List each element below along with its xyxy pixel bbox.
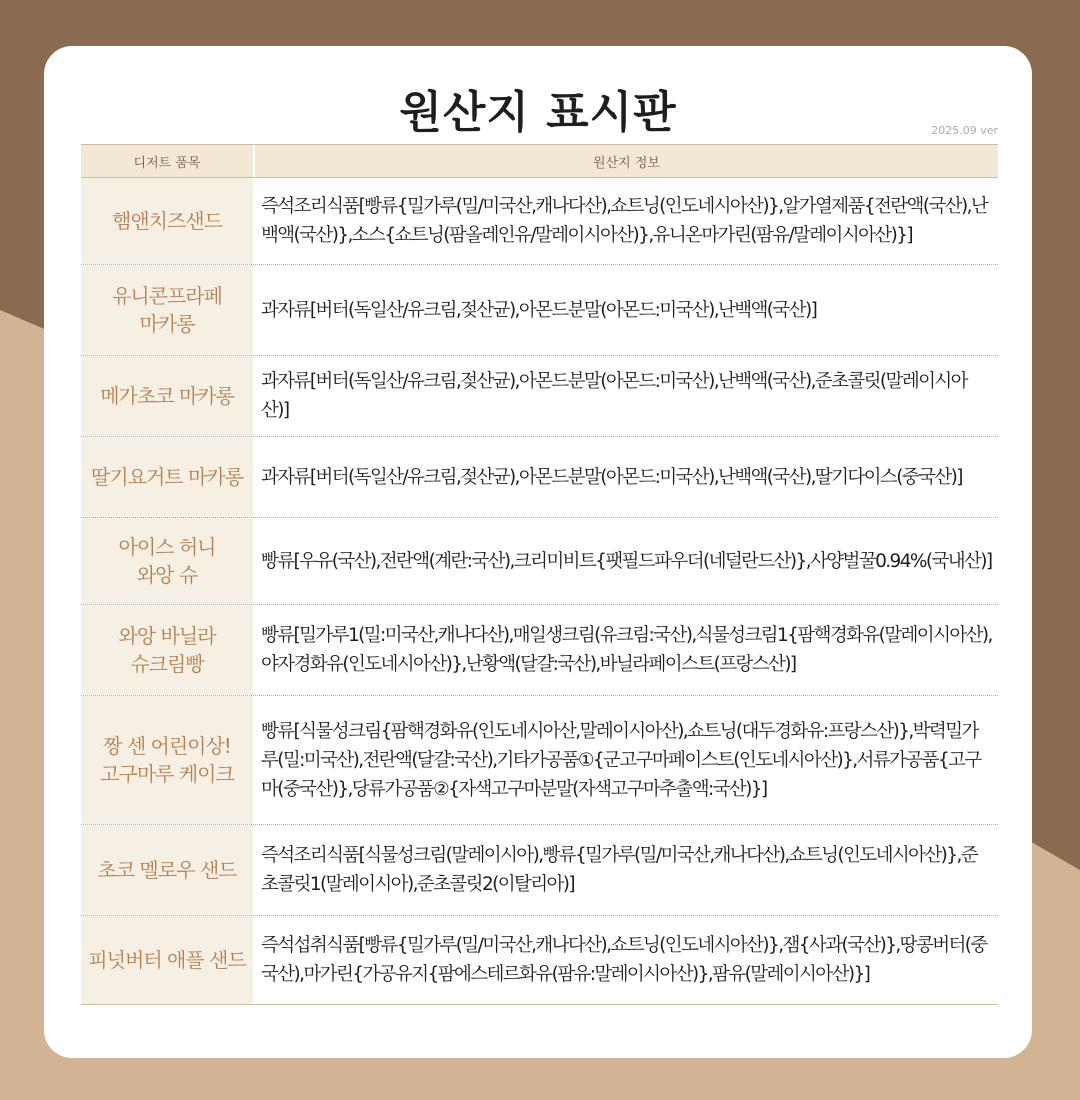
origin-info: 즉석조리식품[빵류{밀가루(밀/미국산,캐나다산),쇼트닝(인도네시아산)},알가열제품{전란액(국산),난백액(국산)},소스{쇼트닝(팜올레인유/말레이시아산)},유니온마가린(팜유/말레이시아산)}] [261, 196, 988, 246]
origin-info: 빵류[밀가루1(밀:미국산,캐나다산),매일생크림(유크림:국산),식물성크림1{팜핵경화유(말레이시아산),야자경화유(인도네시아산)},난황액(달걀:국산),바닐라페이스트(프랑스산)] [261, 625, 992, 675]
table-row [81, 265, 998, 356]
dessert-item-name: 메가초코 마카롱 [81, 356, 253, 436]
table-row [81, 437, 998, 518]
dessert-item-name: 와앙 바닐라 슈크림빵 [81, 605, 253, 695]
origin-info: 즉석조리식품[식물성크림(말레이시아),빵류{밀가루(밀/미국산,캐나다산),쇼트닝(인도네시아산)},준초콜릿1(말레이시아),준초콜릿2(이탈리아)] [261, 845, 977, 895]
origin-info: 과자류[버터(독일산/유크림,젖산균),아몬드분말(아몬드:미국산),난백액(국산)] [261, 299, 817, 321]
dessert-item-name: 피넛버터 애플 샌드 [81, 916, 253, 1004]
table-row [81, 916, 998, 1005]
origin-board-card [44, 46, 1032, 1058]
dessert-item-name: 햄앤치즈샌드 [81, 178, 253, 264]
origin-table [81, 144, 998, 1005]
origin-info: 즉석섭취식품[빵류{밀가루(밀/미국산,캐나다산),쇼트닝(인도네시아산)},잼{사과(국산)},땅콩버터(중국산),마가린{가공유지{팜에스테르화유(팜유:말레이시아산)},팜유(말레이시아산)}] [261, 935, 987, 985]
dessert-item-name: 유니콘프라페 마카롱 [81, 265, 253, 355]
table-row [81, 518, 998, 605]
origin-info: 빵류[우유(국산),전란액(계란:국산),크리미비트{팻필드파우더(네덜란드산)},사양벌꿀0.94%(국내산)] [261, 550, 992, 572]
origin-info: 과자류[버터(독일산/유크림,젖산균),아몬드분말(아몬드:미국산),난백액(국산),준초콜릿(말레이시아산)] [261, 371, 967, 421]
table-row [81, 178, 998, 265]
table-row [81, 356, 998, 437]
table-row [81, 605, 998, 696]
version-label: 2025.09 ver [931, 124, 998, 137]
origin-info: 빵류[식물성크림{팜핵경화유(인도네시아산,말레이시아산),쇼트닝(대두경화유:프랑스산)},박력밀가루(밀:미국산),전란액(달걀:국산),기타가공품①{군고구마페이스트(인도네시아산)},서류가공품{고구마(중국산)},당류가공품②{자색고구마분말(자색고구마추출액:국산)}] [261, 720, 981, 800]
table-header [81, 144, 998, 178]
page-title: 원산지 표시판 [399, 87, 677, 138]
dessert-item-name: 짱 센 어린이상! 고구마루 케이크 [81, 696, 253, 824]
dessert-item-name: 아이스 허니 와앙 슈 [81, 518, 253, 604]
column-header-origin-info: 원산지 정보 [255, 145, 998, 177]
table-row [81, 825, 998, 916]
origin-info: 과자류[버터(독일산/유크림,젖산균),아몬드분말(아몬드:미국산),난백액(국산),딸기다이스(중국산)] [261, 466, 962, 488]
dessert-item-name: 딸기요거트 마카롱 [81, 437, 253, 517]
column-header-dessert-item: 디저트 품목 [81, 145, 253, 177]
table-row [81, 696, 998, 825]
dessert-item-name: 초코 멜로우 샌드 [81, 825, 253, 915]
